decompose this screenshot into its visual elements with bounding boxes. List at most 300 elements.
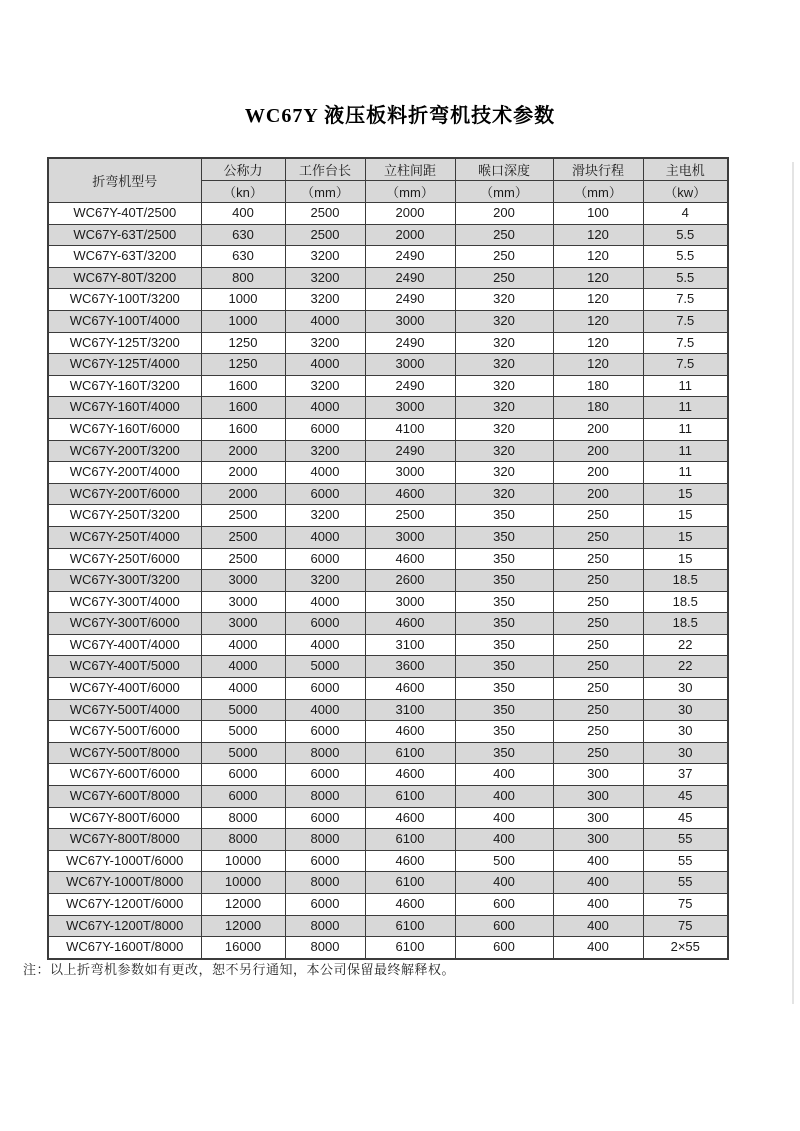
value-cell: 8000 [285, 742, 365, 764]
value-cell: 400 [553, 850, 643, 872]
value-cell: 10000 [201, 872, 285, 894]
model-cell: WC67Y-400T/5000 [48, 656, 201, 678]
value-cell: 11 [643, 375, 728, 397]
model-cell: WC67Y-1600T/8000 [48, 937, 201, 959]
value-cell: 320 [455, 483, 553, 505]
table-row [48, 375, 728, 397]
table-row [48, 354, 728, 376]
value-cell: 400 [553, 872, 643, 894]
table-row [48, 224, 728, 246]
value-cell: 6000 [285, 483, 365, 505]
value-cell: 120 [553, 332, 643, 354]
value-cell: 10000 [201, 850, 285, 872]
value-cell: 11 [643, 462, 728, 484]
value-cell: 4000 [201, 634, 285, 656]
table-row [48, 332, 728, 354]
value-cell: 400 [455, 786, 553, 808]
header-label-row [48, 158, 728, 181]
value-cell: 600 [455, 915, 553, 937]
value-cell: 320 [455, 375, 553, 397]
table-row [48, 267, 728, 289]
model-cell: WC67Y-500T/4000 [48, 699, 201, 721]
value-cell: 6000 [285, 721, 365, 743]
value-cell: 3000 [365, 591, 455, 613]
value-cell: 250 [553, 548, 643, 570]
value-cell: 8000 [201, 829, 285, 851]
value-cell: 22 [643, 634, 728, 656]
model-cell: WC67Y-300T/3200 [48, 570, 201, 592]
col-header-slider-stroke: 滑块行程 [553, 158, 643, 181]
value-cell: 320 [455, 397, 553, 419]
value-cell: 2000 [201, 440, 285, 462]
value-cell: 6100 [365, 872, 455, 894]
value-cell: 6000 [285, 418, 365, 440]
value-cell: 350 [455, 548, 553, 570]
value-cell: 2490 [365, 289, 455, 311]
value-cell: 250 [553, 742, 643, 764]
table-row [48, 505, 728, 527]
value-cell: 7.5 [643, 289, 728, 311]
value-cell: 16000 [201, 937, 285, 959]
value-cell: 6000 [201, 786, 285, 808]
value-cell: 630 [201, 246, 285, 268]
value-cell: 5.5 [643, 246, 728, 268]
spec-table [47, 157, 729, 960]
value-cell: 8000 [285, 872, 365, 894]
value-cell: 6100 [365, 829, 455, 851]
value-cell: 55 [643, 872, 728, 894]
value-cell: 1000 [201, 289, 285, 311]
model-cell: WC67Y-250T/4000 [48, 526, 201, 548]
value-cell: 1250 [201, 354, 285, 376]
value-cell: 200 [553, 418, 643, 440]
value-cell: 4000 [201, 656, 285, 678]
value-cell: 120 [553, 310, 643, 332]
value-cell: 4000 [285, 462, 365, 484]
value-cell: 3000 [201, 591, 285, 613]
table-row [48, 872, 728, 894]
value-cell: 4600 [365, 894, 455, 916]
value-cell: 200 [553, 440, 643, 462]
value-cell: 5.5 [643, 267, 728, 289]
value-cell: 8000 [285, 915, 365, 937]
value-cell: 1250 [201, 332, 285, 354]
value-cell: 4600 [365, 764, 455, 786]
table-row [48, 483, 728, 505]
value-cell: 2490 [365, 332, 455, 354]
value-cell: 55 [643, 850, 728, 872]
value-cell: 3200 [285, 505, 365, 527]
value-cell: 30 [643, 678, 728, 700]
value-cell: 30 [643, 742, 728, 764]
value-cell: 120 [553, 354, 643, 376]
value-cell: 22 [643, 656, 728, 678]
value-cell: 3200 [285, 289, 365, 311]
value-cell: 300 [553, 786, 643, 808]
value-cell: 350 [455, 721, 553, 743]
value-cell: 4 [643, 203, 728, 225]
value-cell: 300 [553, 764, 643, 786]
table-row [48, 699, 728, 721]
value-cell: 3000 [365, 462, 455, 484]
value-cell: 15 [643, 526, 728, 548]
model-cell: WC67Y-300T/4000 [48, 591, 201, 613]
table-row [48, 613, 728, 635]
page-title: WC67Y 液压板料折弯机技术参数 [244, 105, 556, 127]
value-cell: 3200 [285, 332, 365, 354]
unit-main-motor: （kw） [643, 181, 728, 203]
col-header-model: 折弯机型号 [48, 158, 201, 203]
table-header [48, 158, 728, 203]
value-cell: 3200 [285, 375, 365, 397]
value-cell: 350 [455, 742, 553, 764]
value-cell: 8000 [285, 786, 365, 808]
value-cell: 250 [553, 634, 643, 656]
value-cell: 6000 [285, 850, 365, 872]
value-cell: 4600 [365, 721, 455, 743]
value-cell: 45 [643, 786, 728, 808]
value-cell: 15 [643, 483, 728, 505]
value-cell: 6100 [365, 937, 455, 959]
value-cell: 2500 [201, 505, 285, 527]
value-cell: 3200 [285, 570, 365, 592]
model-cell: WC67Y-250T/3200 [48, 505, 201, 527]
table-row [48, 526, 728, 548]
value-cell: 350 [455, 570, 553, 592]
value-cell: 15 [643, 505, 728, 527]
model-cell: WC67Y-500T/6000 [48, 721, 201, 743]
table-row [48, 418, 728, 440]
value-cell: 600 [455, 894, 553, 916]
value-cell: 400 [455, 764, 553, 786]
value-cell: 100 [553, 203, 643, 225]
value-cell: 4000 [285, 526, 365, 548]
value-cell: 6000 [285, 807, 365, 829]
table-row [48, 591, 728, 613]
table-row [48, 548, 728, 570]
value-cell: 250 [553, 570, 643, 592]
value-cell: 1600 [201, 418, 285, 440]
value-cell: 200 [455, 203, 553, 225]
value-cell: 400 [201, 203, 285, 225]
value-cell: 5.5 [643, 224, 728, 246]
value-cell: 37 [643, 764, 728, 786]
value-cell: 2000 [201, 462, 285, 484]
model-cell: WC67Y-63T/2500 [48, 224, 201, 246]
value-cell: 320 [455, 440, 553, 462]
value-cell: 2000 [365, 224, 455, 246]
value-cell: 3200 [285, 246, 365, 268]
value-cell: 4600 [365, 678, 455, 700]
table-row [48, 915, 728, 937]
value-cell: 400 [455, 829, 553, 851]
table-row [48, 850, 728, 872]
table-row [48, 656, 728, 678]
value-cell: 12000 [201, 915, 285, 937]
value-cell: 5000 [285, 656, 365, 678]
col-header-table-length: 工作台长 [285, 158, 365, 181]
value-cell: 5000 [201, 742, 285, 764]
value-cell: 250 [553, 656, 643, 678]
model-cell: WC67Y-160T/6000 [48, 418, 201, 440]
value-cell: 6000 [285, 548, 365, 570]
table-row [48, 894, 728, 916]
value-cell: 400 [553, 915, 643, 937]
value-cell: 180 [553, 397, 643, 419]
value-cell: 320 [455, 354, 553, 376]
col-header-column-span: 立柱间距 [365, 158, 455, 181]
value-cell: 320 [455, 418, 553, 440]
value-cell: 6000 [285, 894, 365, 916]
table-row [48, 246, 728, 268]
value-cell: 8000 [285, 937, 365, 959]
model-cell: WC67Y-80T/3200 [48, 267, 201, 289]
value-cell: 6000 [285, 764, 365, 786]
value-cell: 400 [455, 807, 553, 829]
model-cell: WC67Y-200T/3200 [48, 440, 201, 462]
unit-throat-depth: （mm） [455, 181, 553, 203]
value-cell: 350 [455, 678, 553, 700]
model-cell: WC67Y-1200T/6000 [48, 894, 201, 916]
value-cell: 400 [553, 894, 643, 916]
value-cell: 4600 [365, 850, 455, 872]
table-row [48, 462, 728, 484]
model-cell: WC67Y-1200T/8000 [48, 915, 201, 937]
model-cell: WC67Y-250T/6000 [48, 548, 201, 570]
value-cell: 250 [455, 246, 553, 268]
value-cell: 6000 [285, 613, 365, 635]
value-cell: 350 [455, 591, 553, 613]
value-cell: 250 [553, 699, 643, 721]
value-cell: 30 [643, 721, 728, 743]
value-cell: 11 [643, 418, 728, 440]
value-cell: 2500 [365, 505, 455, 527]
model-cell: WC67Y-125T/3200 [48, 332, 201, 354]
unit-column-span: （mm） [365, 181, 455, 203]
value-cell: 250 [455, 224, 553, 246]
value-cell: 5000 [201, 721, 285, 743]
value-cell: 6100 [365, 915, 455, 937]
value-cell: 2000 [365, 203, 455, 225]
value-cell: 120 [553, 224, 643, 246]
model-cell: WC67Y-400T/6000 [48, 678, 201, 700]
value-cell: 3000 [365, 397, 455, 419]
value-cell: 5000 [201, 699, 285, 721]
table-row [48, 310, 728, 332]
value-cell: 3000 [365, 310, 455, 332]
value-cell: 800 [201, 267, 285, 289]
model-cell: WC67Y-300T/6000 [48, 613, 201, 635]
table-row [48, 764, 728, 786]
value-cell: 45 [643, 807, 728, 829]
table-row [48, 829, 728, 851]
value-cell: 250 [553, 678, 643, 700]
value-cell: 3200 [285, 440, 365, 462]
value-cell: 55 [643, 829, 728, 851]
unit-nominal-force: （kn） [201, 181, 285, 203]
value-cell: 2500 [201, 526, 285, 548]
value-cell: 3100 [365, 699, 455, 721]
value-cell: 4000 [285, 634, 365, 656]
value-cell: 320 [455, 289, 553, 311]
value-cell: 320 [455, 310, 553, 332]
value-cell: 350 [455, 699, 553, 721]
value-cell: 3200 [285, 267, 365, 289]
value-cell: 200 [553, 462, 643, 484]
value-cell: 18.5 [643, 613, 728, 635]
value-cell: 2490 [365, 267, 455, 289]
value-cell: 75 [643, 894, 728, 916]
value-cell: 18.5 [643, 570, 728, 592]
value-cell: 250 [553, 721, 643, 743]
unit-slider-stroke: （mm） [553, 181, 643, 203]
value-cell: 1000 [201, 310, 285, 332]
value-cell: 4000 [285, 699, 365, 721]
value-cell: 6000 [285, 678, 365, 700]
value-cell: 6000 [201, 764, 285, 786]
value-cell: 630 [201, 224, 285, 246]
value-cell: 300 [553, 829, 643, 851]
value-cell: 3000 [201, 613, 285, 635]
value-cell: 4600 [365, 613, 455, 635]
table-row [48, 440, 728, 462]
table-body [48, 203, 728, 959]
model-cell: WC67Y-40T/2500 [48, 203, 201, 225]
model-cell: WC67Y-600T/8000 [48, 786, 201, 808]
value-cell: 2000 [201, 483, 285, 505]
model-cell: WC67Y-1000T/8000 [48, 872, 201, 894]
model-cell: WC67Y-800T/8000 [48, 829, 201, 851]
col-header-nominal-force: 公称力 [201, 158, 285, 181]
value-cell: 250 [553, 613, 643, 635]
table-row [48, 203, 728, 225]
model-cell: WC67Y-160T/3200 [48, 375, 201, 397]
table-row [48, 807, 728, 829]
value-cell: 15 [643, 548, 728, 570]
model-cell: WC67Y-1000T/6000 [48, 850, 201, 872]
value-cell: 320 [455, 332, 553, 354]
value-cell: 2490 [365, 246, 455, 268]
value-cell: 2490 [365, 375, 455, 397]
table-row [48, 678, 728, 700]
value-cell: 3600 [365, 656, 455, 678]
value-cell: 2600 [365, 570, 455, 592]
value-cell: 300 [553, 807, 643, 829]
value-cell: 4000 [285, 397, 365, 419]
value-cell: 4100 [365, 418, 455, 440]
value-cell: 350 [455, 656, 553, 678]
model-cell: WC67Y-200T/4000 [48, 462, 201, 484]
value-cell: 2500 [285, 224, 365, 246]
value-cell: 2500 [201, 548, 285, 570]
value-cell: 4600 [365, 483, 455, 505]
value-cell: 350 [455, 613, 553, 635]
col-header-throat-depth: 喉口深度 [455, 158, 553, 181]
col-header-main-motor: 主电机 [643, 158, 728, 181]
value-cell: 4600 [365, 807, 455, 829]
value-cell: 4000 [285, 354, 365, 376]
value-cell: 2×55 [643, 937, 728, 959]
value-cell: 120 [553, 289, 643, 311]
value-cell: 350 [455, 634, 553, 656]
model-cell: WC67Y-100T/3200 [48, 289, 201, 311]
page-edge-line [792, 162, 794, 1004]
value-cell: 120 [553, 267, 643, 289]
table-row [48, 570, 728, 592]
value-cell: 350 [455, 526, 553, 548]
value-cell: 350 [455, 505, 553, 527]
value-cell: 400 [553, 937, 643, 959]
value-cell: 4000 [285, 310, 365, 332]
value-cell: 600 [455, 937, 553, 959]
footnote: 注：以上折弯机参数如有更改，恕不另行通知，本公司保留最终解释权。 [23, 962, 456, 977]
table-row [48, 397, 728, 419]
value-cell: 200 [553, 483, 643, 505]
table-row [48, 289, 728, 311]
value-cell: 11 [643, 440, 728, 462]
value-cell: 250 [553, 526, 643, 548]
value-cell: 500 [455, 850, 553, 872]
model-cell: WC67Y-200T/6000 [48, 483, 201, 505]
value-cell: 1600 [201, 375, 285, 397]
table-row [48, 721, 728, 743]
value-cell: 4000 [201, 678, 285, 700]
value-cell: 6100 [365, 742, 455, 764]
model-cell: WC67Y-100T/4000 [48, 310, 201, 332]
value-cell: 7.5 [643, 310, 728, 332]
value-cell: 75 [643, 915, 728, 937]
value-cell: 3000 [365, 354, 455, 376]
model-cell: WC67Y-160T/4000 [48, 397, 201, 419]
table-row [48, 742, 728, 764]
model-cell: WC67Y-63T/3200 [48, 246, 201, 268]
value-cell: 250 [455, 267, 553, 289]
value-cell: 120 [553, 246, 643, 268]
value-cell: 11 [643, 397, 728, 419]
value-cell: 1600 [201, 397, 285, 419]
value-cell: 4600 [365, 548, 455, 570]
table-row [48, 786, 728, 808]
model-cell: WC67Y-125T/4000 [48, 354, 201, 376]
value-cell: 320 [455, 462, 553, 484]
value-cell: 180 [553, 375, 643, 397]
model-cell: WC67Y-600T/6000 [48, 764, 201, 786]
value-cell: 250 [553, 505, 643, 527]
value-cell: 3100 [365, 634, 455, 656]
table-row [48, 634, 728, 656]
value-cell: 7.5 [643, 354, 728, 376]
model-cell: WC67Y-800T/6000 [48, 807, 201, 829]
value-cell: 250 [553, 591, 643, 613]
model-cell: WC67Y-500T/8000 [48, 742, 201, 764]
value-cell: 18.5 [643, 591, 728, 613]
value-cell: 30 [643, 699, 728, 721]
value-cell: 2490 [365, 440, 455, 462]
value-cell: 12000 [201, 894, 285, 916]
value-cell: 3000 [201, 570, 285, 592]
value-cell: 6100 [365, 786, 455, 808]
value-cell: 2500 [285, 203, 365, 225]
value-cell: 8000 [285, 829, 365, 851]
table-row [48, 937, 728, 959]
value-cell: 400 [455, 872, 553, 894]
value-cell: 7.5 [643, 332, 728, 354]
unit-table-length: （mm） [285, 181, 365, 203]
model-cell: WC67Y-400T/4000 [48, 634, 201, 656]
value-cell: 3000 [365, 526, 455, 548]
value-cell: 4000 [285, 591, 365, 613]
value-cell: 8000 [201, 807, 285, 829]
